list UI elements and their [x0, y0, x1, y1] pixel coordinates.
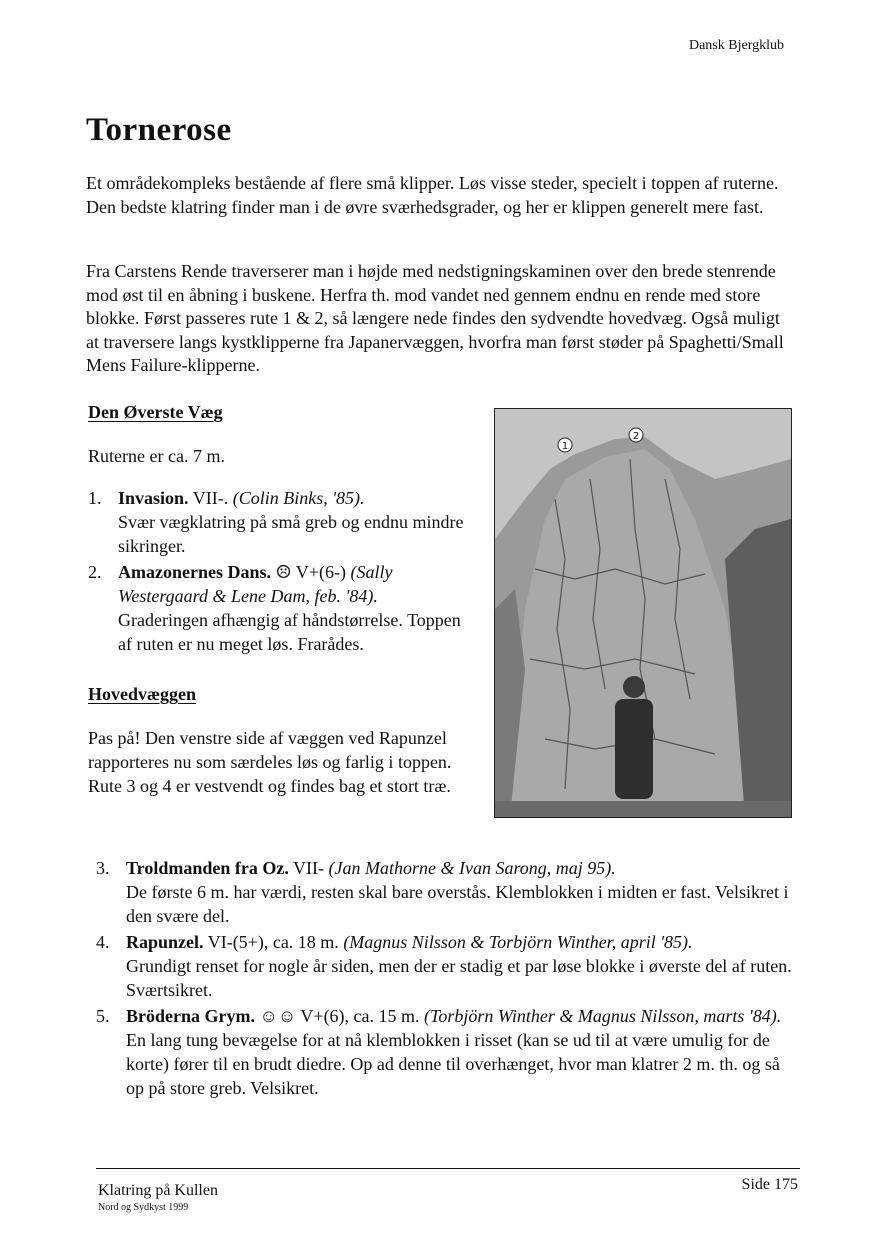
route-credit: (Jan Mathorne & Ivan Sarong, maj 95).: [328, 858, 616, 878]
route-grade: ☺☺ V+(6), ca. 15 m.: [259, 1006, 420, 1026]
route-number: 1.: [88, 488, 102, 508]
route-number: 2.: [88, 562, 102, 582]
route-credit: (Colin Binks, '85).: [232, 488, 365, 508]
route-marker-1-label: 1: [561, 441, 569, 452]
footer-book-title: Klatring på Kullen: [98, 1182, 218, 1199]
route-list-2: [96, 856, 796, 1102]
section1-note: Ruterne er ca. 7 m.: [88, 446, 225, 466]
route-grade: VII-: [293, 858, 325, 878]
route-description: Grundigt renset for nogle år siden, men der er stadig et par løse blokke i øverste del af ruten. Sværtsikret.: [126, 956, 792, 1000]
intro-paragraph-2: Fra Carstens Rende traverserer man i højde med nedstigningskaminen over den brede stenrende mod øst til en åbning i buskene. Herfra th. mod vandet ned gennem endnu en rende med store blokke. Først passeres rute 1 & 2, så længere nede findes den sydvendte hovedvæg. Også muligt at traversere langs kystklipperne fra Japanervæggen, hvorfra man først støder på Spaghetti/Small Mens Failure-klipperne.: [86, 261, 784, 375]
route-grade: VI-(5+), ca. 18 m.: [207, 932, 339, 952]
route-number: 3.: [96, 858, 110, 878]
section2-note: Pas på! Den venstre side af væggen ved Rapunzel rapporteres nu som særdeles løs og farlig i toppen. Rute 3 og 4 er vestvendt og findes bag et stort træ.: [88, 728, 452, 796]
footer-divider: [96, 1168, 800, 1169]
header-club: Dansk Bjergklub: [688, 38, 784, 53]
route-item-4: [96, 930, 796, 1002]
route-grade: ☹ V+(6-): [275, 562, 346, 582]
route-marker-2-label: 2: [632, 431, 640, 442]
section1-column: [88, 444, 478, 656]
route-name: Invasion.: [118, 488, 189, 508]
route-item-2: [88, 560, 478, 656]
cliff-photo-illustration: [495, 409, 791, 817]
route-name: Bröderna Grym.: [126, 1006, 255, 1026]
page-title: Tornerose: [86, 112, 232, 148]
section-heading-overste-vaeg: Den Øverste Væg: [88, 402, 223, 422]
route-description: De første 6 m. har værdi, resten skal bare overstås. Klemblokken i midten er fast. Velsikret i den svære del.: [126, 882, 789, 926]
route-item-5: [96, 1004, 796, 1100]
cliff-photo: [494, 408, 792, 818]
section-heading-hovedvaeggen: Hovedvæggen: [88, 684, 196, 704]
route-list-1: [88, 486, 478, 656]
route-description: En lang tung bevægelse for at nå klemblokken i risset (kan se ud til at være umulig for de korte) fører til en brudt diedre. Op ad denne til overhænget, hvor man klatrer 2 m. th. og så op på store greb. Velsikret.: [126, 1030, 780, 1098]
route-description: Graderingen afhængig af håndstørrelse. Toppen af ruten er nu meget løs. Frarådes.: [118, 610, 461, 654]
route-description: Svær vægklatring på små greb og endnu mindre sikringer.: [118, 512, 464, 556]
route-name: Rapunzel.: [126, 932, 204, 952]
intro-paragraph-1: Et områdekompleks bestående af flere små klipper. Løs visse steder, specielt i toppen af ruterne. Den bedste klatring finder man i de øvre sværhedsgrader, og her er klippen generelt mere fast.: [86, 173, 779, 217]
route-credit: (Magnus Nilsson & Torbjörn Winther, april '85).: [343, 932, 693, 952]
route-name: Troldmanden fra Oz.: [126, 858, 289, 878]
route-credit: (Sally Westergaard & Lene Dam, feb. '84).: [118, 562, 393, 606]
page-number: Side 175: [741, 1176, 798, 1193]
route-item-1: [88, 486, 478, 558]
route-credit: (Torbjörn Winther & Magnus Nilsson, marts '84).: [424, 1006, 782, 1026]
route-number: 4.: [96, 932, 110, 952]
footer-edition: Nord og Sydkyst 1999: [98, 1202, 189, 1213]
route-grade: VII-.: [192, 488, 229, 508]
route-item-3: [96, 856, 796, 928]
route-number: 5.: [96, 1006, 110, 1026]
route-name: Amazonernes Dans.: [118, 562, 271, 582]
